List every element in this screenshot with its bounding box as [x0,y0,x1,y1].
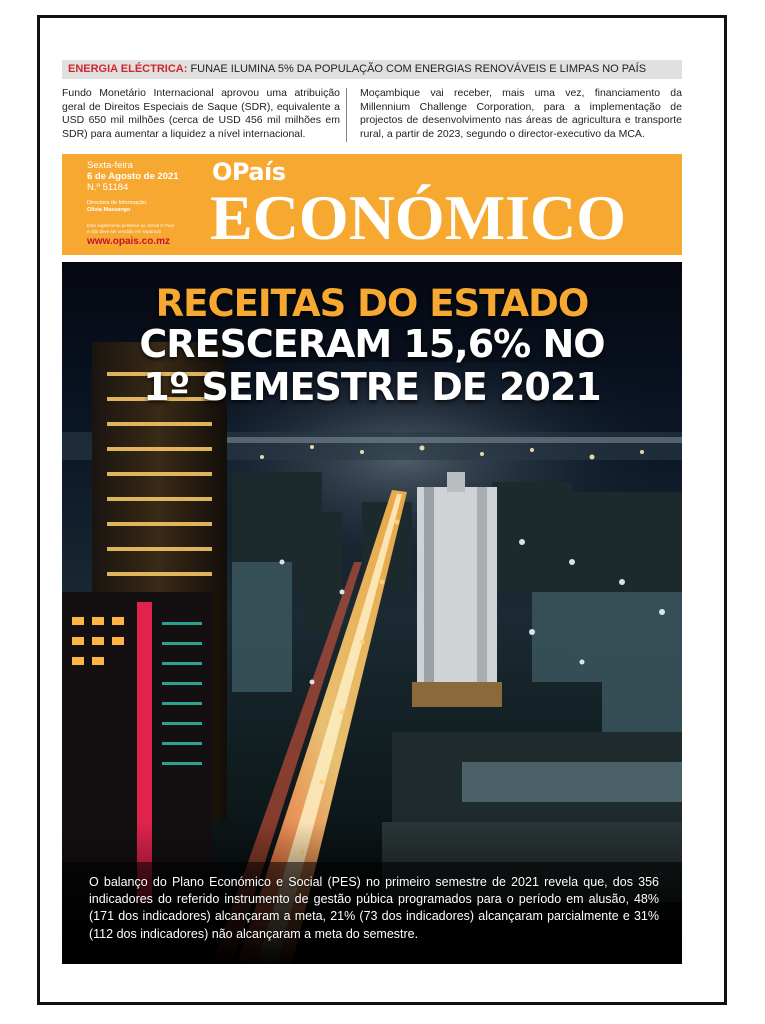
cover-lead-paragraph: O balanço do Plano Económico e Social (PES) no primeiro semestre de 2021 revela que, dos 356 indicadores do referido instrumento de gestão púbica programados para o período em alusão, 48% (171 dos indicadores) alcançaram a meta, 21% (73 dos indicadores) alcançaram parcialmente e 31% (112 dos indicadores) não alcançaram a meta do semestre. [89,875,659,941]
column-divider [346,88,347,142]
cover-headline-line-1: RECEITAS DO ESTADO [155,282,589,325]
brand-logo-small: OPaís [212,158,286,186]
cover-headline-line-2: CRESCERAM 15,6% NO [139,322,605,366]
brief-mca: Moçambique vai receber, mais uma vez, financiamento da Millennium Challenge Corporation, para a implementação de projectos de desenvolvimento nas áreas de agricultura e transporte rural, a partir de 2023, segundo o director-executivo da MCA. [360,87,682,140]
issue-date: 6 de Agosto de 2021 [87,171,179,182]
brand-title: ECONÓMICO [210,182,626,253]
director-name: Olivia Massango [87,207,131,213]
masthead-info [87,160,197,247]
top-story-headline: FUNAE ILUMINA 5% DA POPULAÇÃO COM ENERGIAS RENOVÁVEIS E LIMPAS NO PAÍS [190,63,647,75]
cover-headline-line-3: 1º SEMESTRE DE 2021 [143,365,601,409]
website-link[interactable]: www.opais.co.mz [87,236,170,247]
director-label: Directora de Informação: [87,200,148,206]
supplement-note: Este suplemento pertence ao Jornal O País e não deve ser vendido em separado [87,223,175,234]
top-story-kicker: ENERGIA ELÉCTRICA: [68,63,188,75]
cover-photo [62,262,682,964]
brief-imf: Fundo Monetário Internacional aprovou uma atribuição geral de Direitos Especiais de Saque (SDR), equivalente a USD 650 mil milhões (cerca de USD 456 mil milhões em SDR) para aumentar a liquidez a nível internacional. [62,87,340,140]
issue-weekday: Sexta-feira [87,160,133,171]
masthead [62,154,682,255]
issue-number: N.º 51184 [87,182,129,193]
top-story-bar[interactable] [62,60,682,79]
